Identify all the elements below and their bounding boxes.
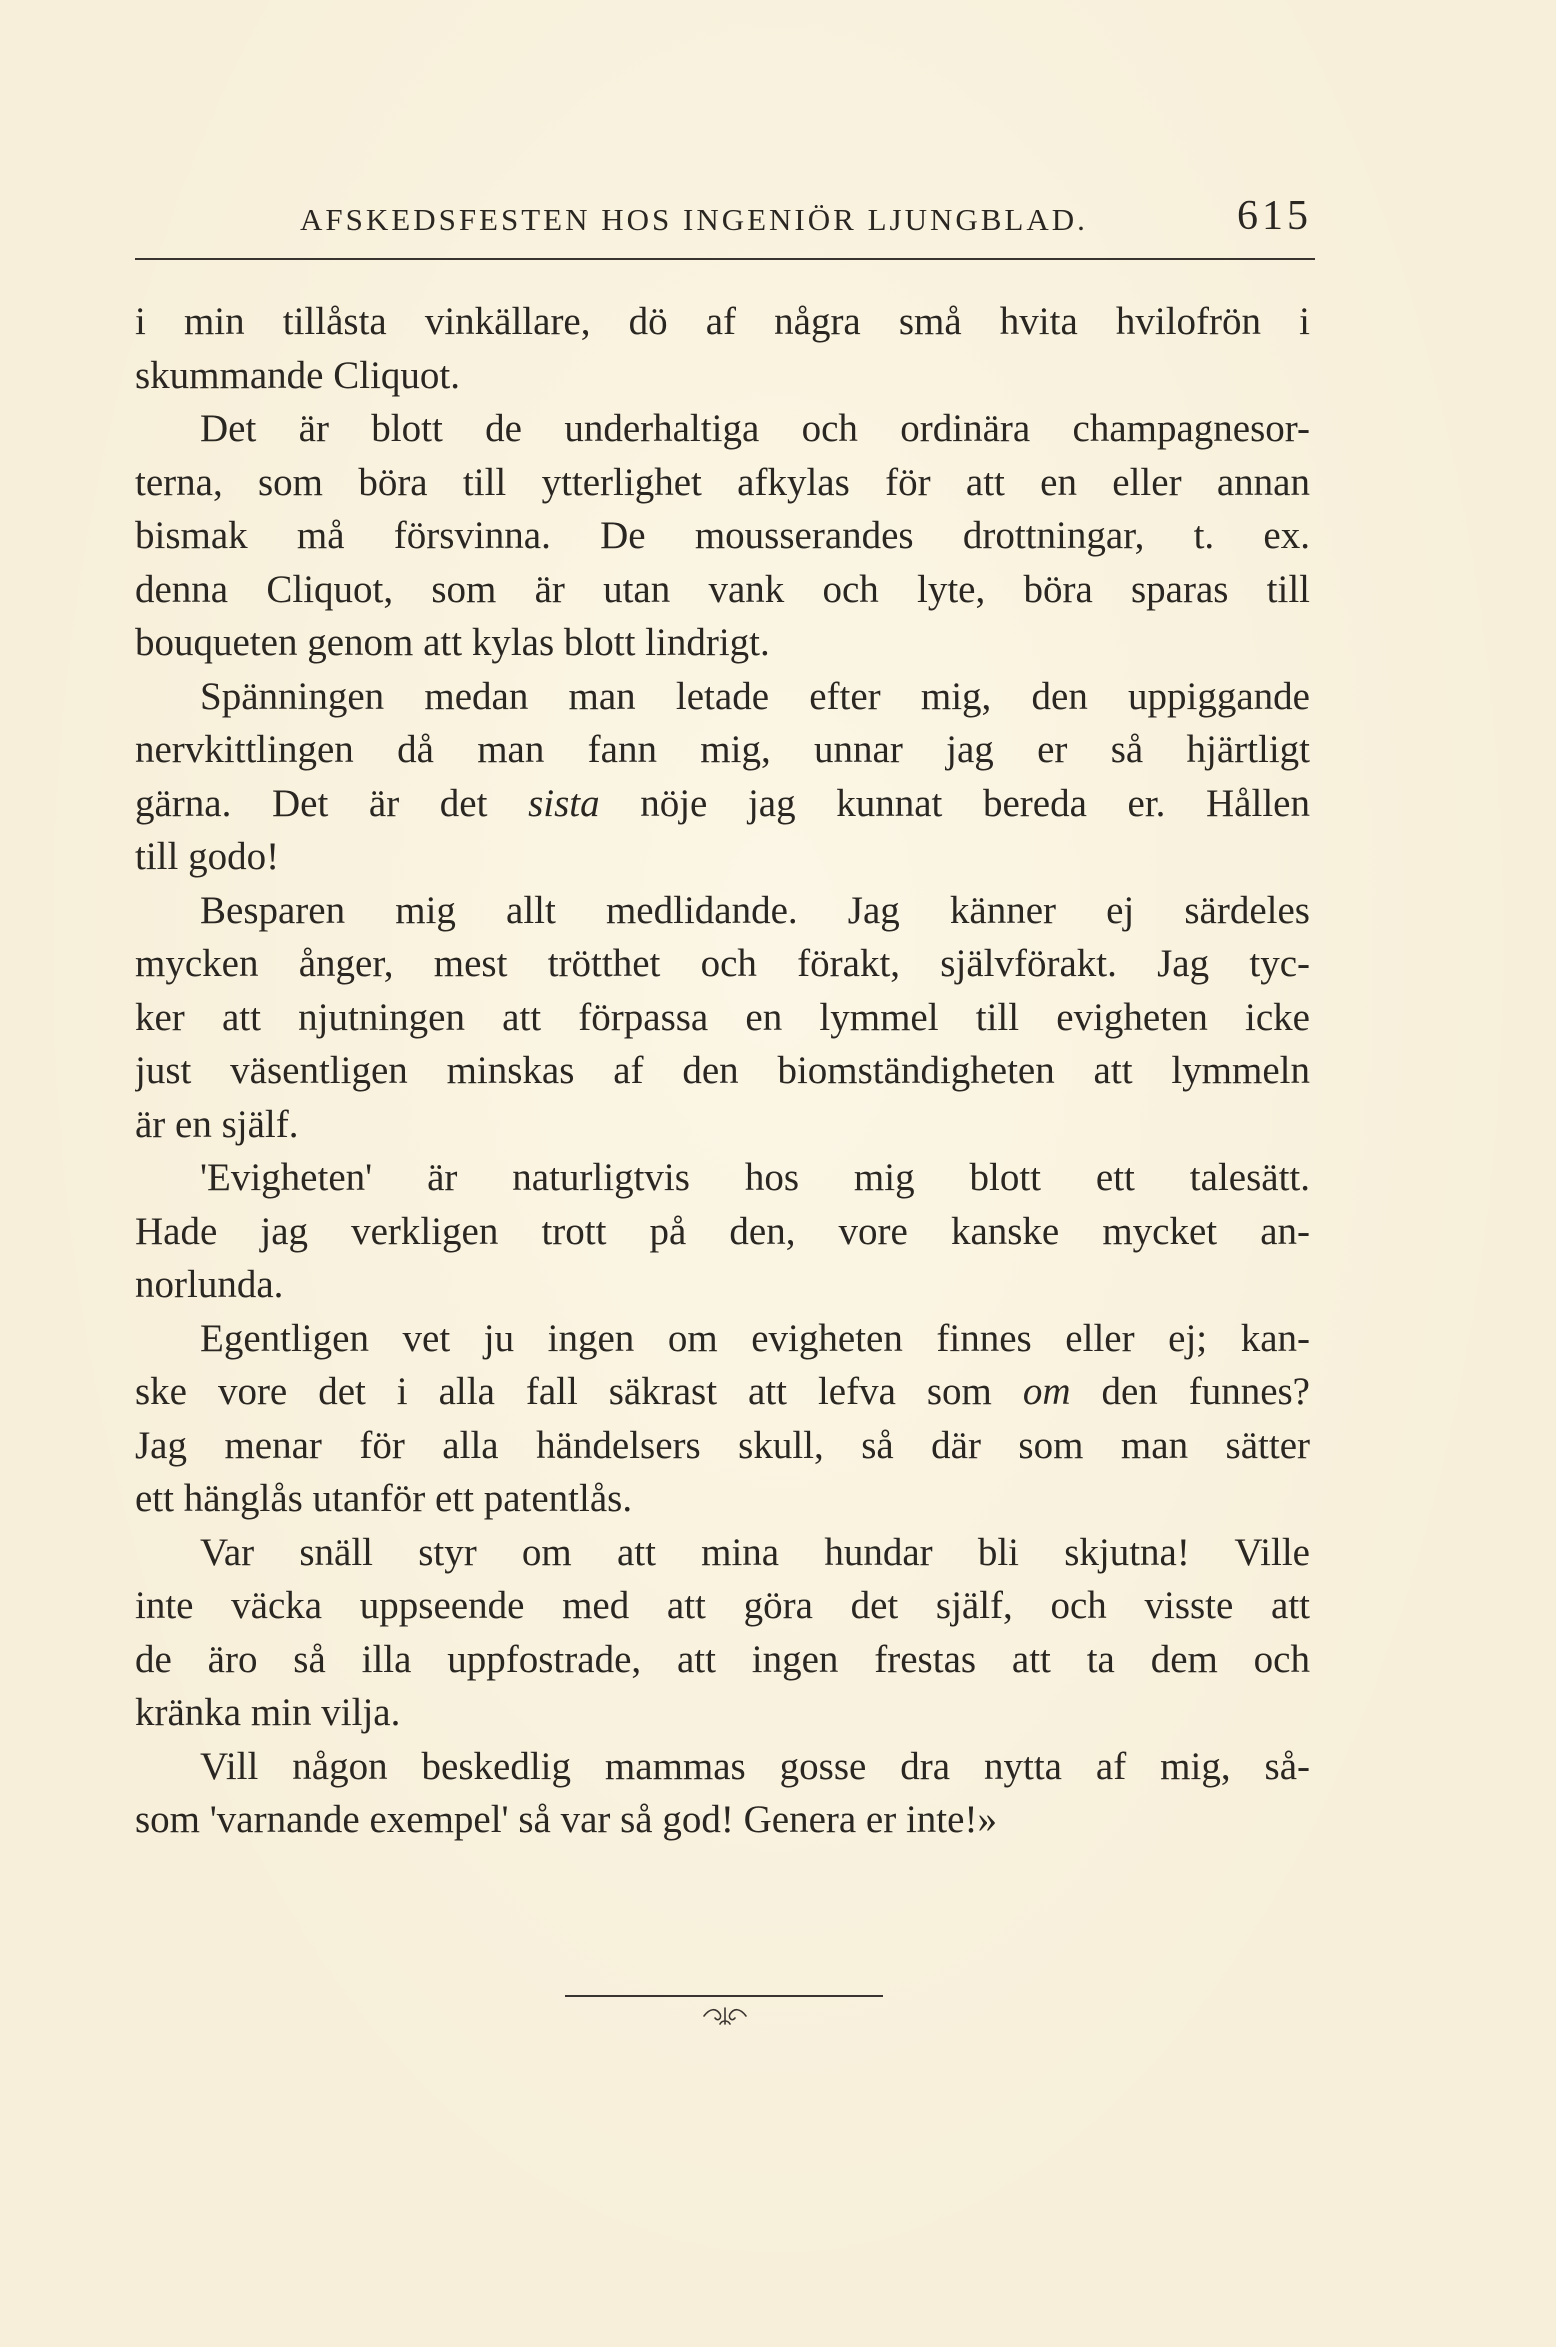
paragraph-start [135, 884, 1310, 938]
body-text [135, 295, 1310, 1847]
text-line [135, 1205, 1310, 1259]
text-line [135, 830, 1310, 884]
italic-word: sista [528, 781, 600, 825]
text-line [135, 1633, 1310, 1687]
text-line [135, 777, 1310, 831]
end-rule [565, 1995, 883, 1997]
text-line [135, 1419, 1310, 1473]
text-line [135, 991, 1310, 1045]
line-text: Spänningen medan man letade efter mig, den uppiggande [200, 674, 1310, 718]
line-text: Det är blott de underhaltiga och ordinära champagnesor- [200, 407, 1310, 450]
line-text: Hade jag verkligen trott på den, vore kanske mycket an- [135, 1209, 1310, 1253]
text-line [135, 1258, 1310, 1312]
text-line [135, 1793, 1310, 1847]
header-rule [135, 258, 1315, 260]
line-text: är en själf. [135, 1102, 299, 1146]
text-line [135, 349, 1310, 403]
line-text: de äro så illa uppfostrade, att ingen frestas att ta dem och [135, 1637, 1310, 1681]
line-text: nöje jag kunnat bereda er. Hållen [599, 781, 1310, 825]
line-text: inte väcka uppseende med att göra det själf, och visste att [135, 1584, 1310, 1627]
paragraph-start [135, 1740, 1310, 1794]
paragraph-start [135, 1312, 1310, 1366]
text-line [135, 1686, 1310, 1740]
line-text: Var snäll styr om att mina hundar bli skjutna! Ville [200, 1530, 1310, 1574]
line-text: norlunda. [135, 1263, 284, 1306]
line-text: Vill någon beskedlig mammas gosse dra nytta af mig, så- [200, 1744, 1310, 1788]
page-number: 615 [1237, 193, 1312, 239]
paragraph-start [135, 1151, 1310, 1205]
fleuron-icon [700, 2004, 750, 2028]
line-text: terna, som böra till ytterlighet afkylas för att en eller annan [135, 460, 1310, 504]
text-line [135, 1098, 1310, 1152]
line-text: Besparen mig allt medlidande. Jag känner ej särdeles [200, 888, 1310, 932]
line-text: kränka min vilja. [135, 1691, 401, 1734]
line-text: 'Evigheten' är naturligtvis hos mig blott ett talesätt. [200, 1156, 1310, 1199]
paragraph-start [135, 670, 1310, 724]
line-text: just väsentligen minskas af den biomständigheten att lymmeln [135, 1049, 1310, 1092]
running-head [135, 190, 1315, 260]
line-text: Jag menar för alla händelsers skull, så där som man sätter [135, 1423, 1310, 1467]
line-text: Egentligen vet ju ingen om evigheten finnes eller ej; kan- [200, 1316, 1310, 1360]
line-text: denna Cliquot, som är utan vank och lyte, böra sparas till [135, 567, 1310, 611]
line-text: bismak må försvinna. De mousserandes drottningar, t. ex. [135, 514, 1310, 557]
line-text: ske vore det i alla fall säkrast att lefva som [135, 1370, 1023, 1413]
line-text: den funnes? [1070, 1370, 1310, 1413]
line-text: nervkittlingen då man fann mig, unnar jag er så hjärtligt [135, 728, 1310, 771]
text-line [135, 295, 1310, 349]
paragraph-start [135, 402, 1310, 456]
line-text: skummande Cliquot. [135, 353, 460, 397]
text-line [135, 1365, 1310, 1419]
running-title: AFSKEDSFESTEN HOS INGENIÖR LJUNGBLAD. [300, 202, 1088, 237]
line-text: i min tillåsta vinkällare, dö af några små hvita hvilofrön i [135, 300, 1310, 343]
line-text: mycken ånger, mest trötthet och förakt, självförakt. Jag tyc- [135, 942, 1310, 985]
text-line [135, 937, 1310, 991]
text-line [135, 723, 1310, 777]
text-line [135, 616, 1310, 670]
text-line [135, 1044, 1310, 1098]
text-line [135, 456, 1310, 510]
italic-word: om [1022, 1370, 1071, 1413]
line-text: som 'varnande exempel' så var så god! Genera er inte!» [135, 1798, 997, 1841]
paragraph-start [135, 1526, 1310, 1580]
text-line [135, 1579, 1310, 1633]
text-line [135, 509, 1310, 563]
line-text: ker att njutningen att förpassa en lymmel till evigheten icke [135, 995, 1310, 1039]
text-line [135, 563, 1310, 617]
line-text: ett hänglås utanför ett patentlås. [135, 1477, 633, 1520]
line-text: bouqueten genom att kylas blott lindrigt. [135, 621, 770, 664]
line-text: till godo! [135, 835, 280, 878]
text-line [135, 1472, 1310, 1526]
line-text: gärna. Det är det [135, 781, 529, 825]
